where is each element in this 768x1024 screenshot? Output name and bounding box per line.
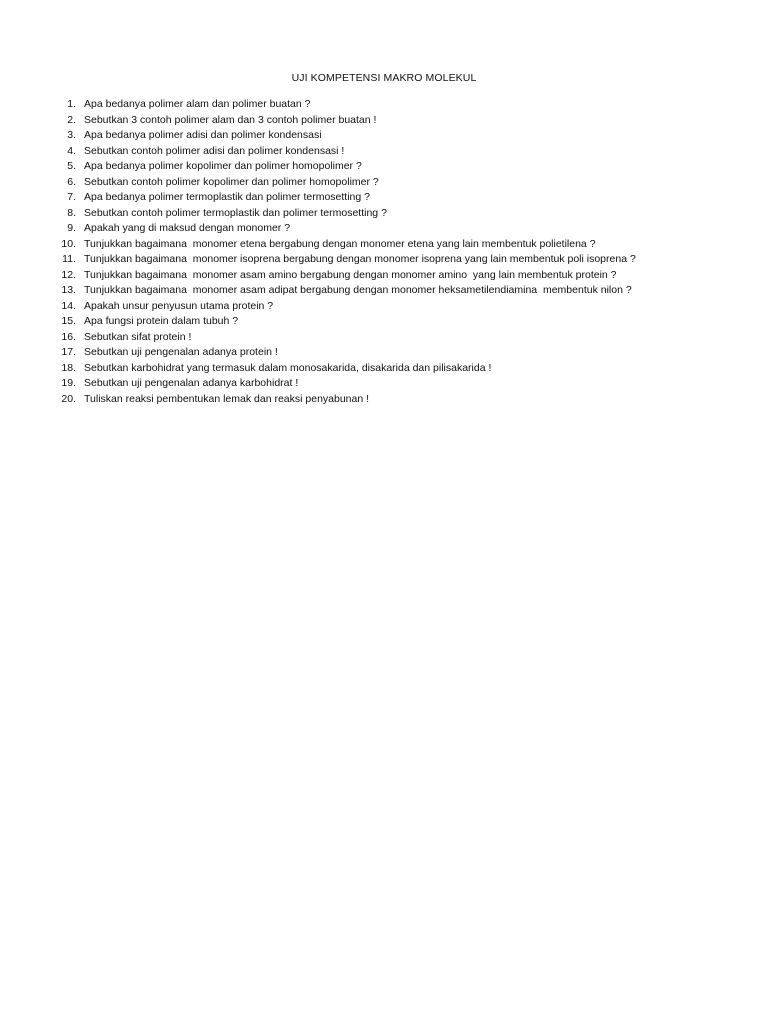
question-number: 5. [67, 160, 76, 172]
question-text: Apakah unsur penyusun utama protein ? [84, 299, 274, 312]
question-number: 8. [67, 206, 76, 219]
question-text: Sebutkan uji pengenalan adanya protein ! [84, 346, 278, 358]
question-text: Apa bedanya polimer kopolimer dan polimer homopolimer ? [84, 160, 362, 172]
question-number: 11. [62, 253, 76, 265]
question-item [58, 314, 718, 330]
question-number: 6. [67, 175, 76, 188]
question-number: 12. [61, 268, 76, 281]
question-number: 19. [61, 377, 76, 389]
question-number: 14. [61, 299, 76, 312]
question-number: 16. [61, 330, 76, 343]
question-number: 15. [61, 315, 76, 327]
question-text: Tuliskan reaksi pembentukan lemak dan reaksi penyabunan ! [84, 392, 370, 405]
question-number: 9. [67, 222, 76, 234]
question-number: 10. [61, 237, 76, 250]
question-text: Tunjukkan bagaimana monomer etena bergabung dengan monomer etena yang lain membentuk polietilena ? [84, 237, 596, 250]
question-item [58, 299, 718, 315]
question-item [58, 113, 718, 129]
question-item [58, 159, 718, 175]
question-item [58, 392, 718, 408]
question-text: Sebutkan uji pengenalan adanya karbohidrat ! [84, 377, 299, 389]
question-item [58, 376, 718, 392]
question-number: 1. [67, 98, 76, 110]
question-item [58, 330, 718, 346]
question-text: Apa bedanya polimer termoplastik dan polimer termosetting ? [84, 191, 370, 203]
question-text: Apa bedanya polimer alam dan polimer buatan ? [84, 98, 311, 110]
question-number: 20. [61, 392, 76, 405]
question-item [58, 206, 718, 222]
question-number: 17. [61, 346, 76, 358]
question-text: Apakah yang di maksud dengan monomer ? [84, 222, 291, 234]
question-item [58, 361, 718, 377]
question-item [58, 345, 718, 361]
document-title: UJI KOMPETENSI MAKRO MOLEKUL [291, 72, 477, 84]
question-item [58, 268, 718, 284]
question-text: Apa bedanya polimer adisi dan polimer kondensasi [84, 129, 322, 141]
question-item [58, 283, 718, 299]
question-item [58, 237, 718, 253]
question-number: 18. [61, 361, 76, 374]
question-number: 13. [61, 284, 76, 296]
question-text: Tunjukkan bagaimana monomer isoprena bergabung dengan monomer isoprena yang lain membentuk poli isoprena ? [84, 253, 636, 265]
question-text: Sebutkan contoh polimer adisi dan polimer kondensasi ! [84, 144, 345, 157]
question-text: Sebutkan sifat protein ! [84, 330, 192, 343]
question-text: Sebutkan contoh polimer termoplastik dan polimer termosetting ? [84, 206, 387, 219]
question-item [58, 221, 718, 237]
question-text: Sebutkan 3 contoh polimer alam dan 3 contoh polimer buatan ! [84, 113, 377, 126]
question-text: Tunjukkan bagaimana monomer asam adipat bergabung dengan monomer heksametilendiamina membentuk nilon ? [84, 284, 632, 296]
question-text: Apa fungsi protein dalam tubuh ? [84, 315, 239, 327]
question-item [58, 97, 718, 113]
question-number: 4. [67, 144, 76, 157]
question-item [58, 128, 718, 144]
question-item [58, 190, 718, 206]
question-text: Tunjukkan bagaimana monomer asam amino bergabung dengan monomer amino yang lain membentuk protein ? [84, 268, 617, 281]
question-item [58, 252, 718, 268]
question-number: 2. [67, 113, 76, 126]
question-text: Sebutkan contoh polimer kopolimer dan polimer homopolimer ? [84, 175, 379, 188]
question-list [58, 97, 718, 407]
question-item [58, 144, 718, 160]
question-number: 7. [67, 191, 76, 203]
question-number: 3. [67, 129, 76, 141]
question-item [58, 175, 718, 191]
question-text: Sebutkan karbohidrat yang termasuk dalam monosakarida, disakarida dan pilisakarida ! [84, 361, 492, 374]
